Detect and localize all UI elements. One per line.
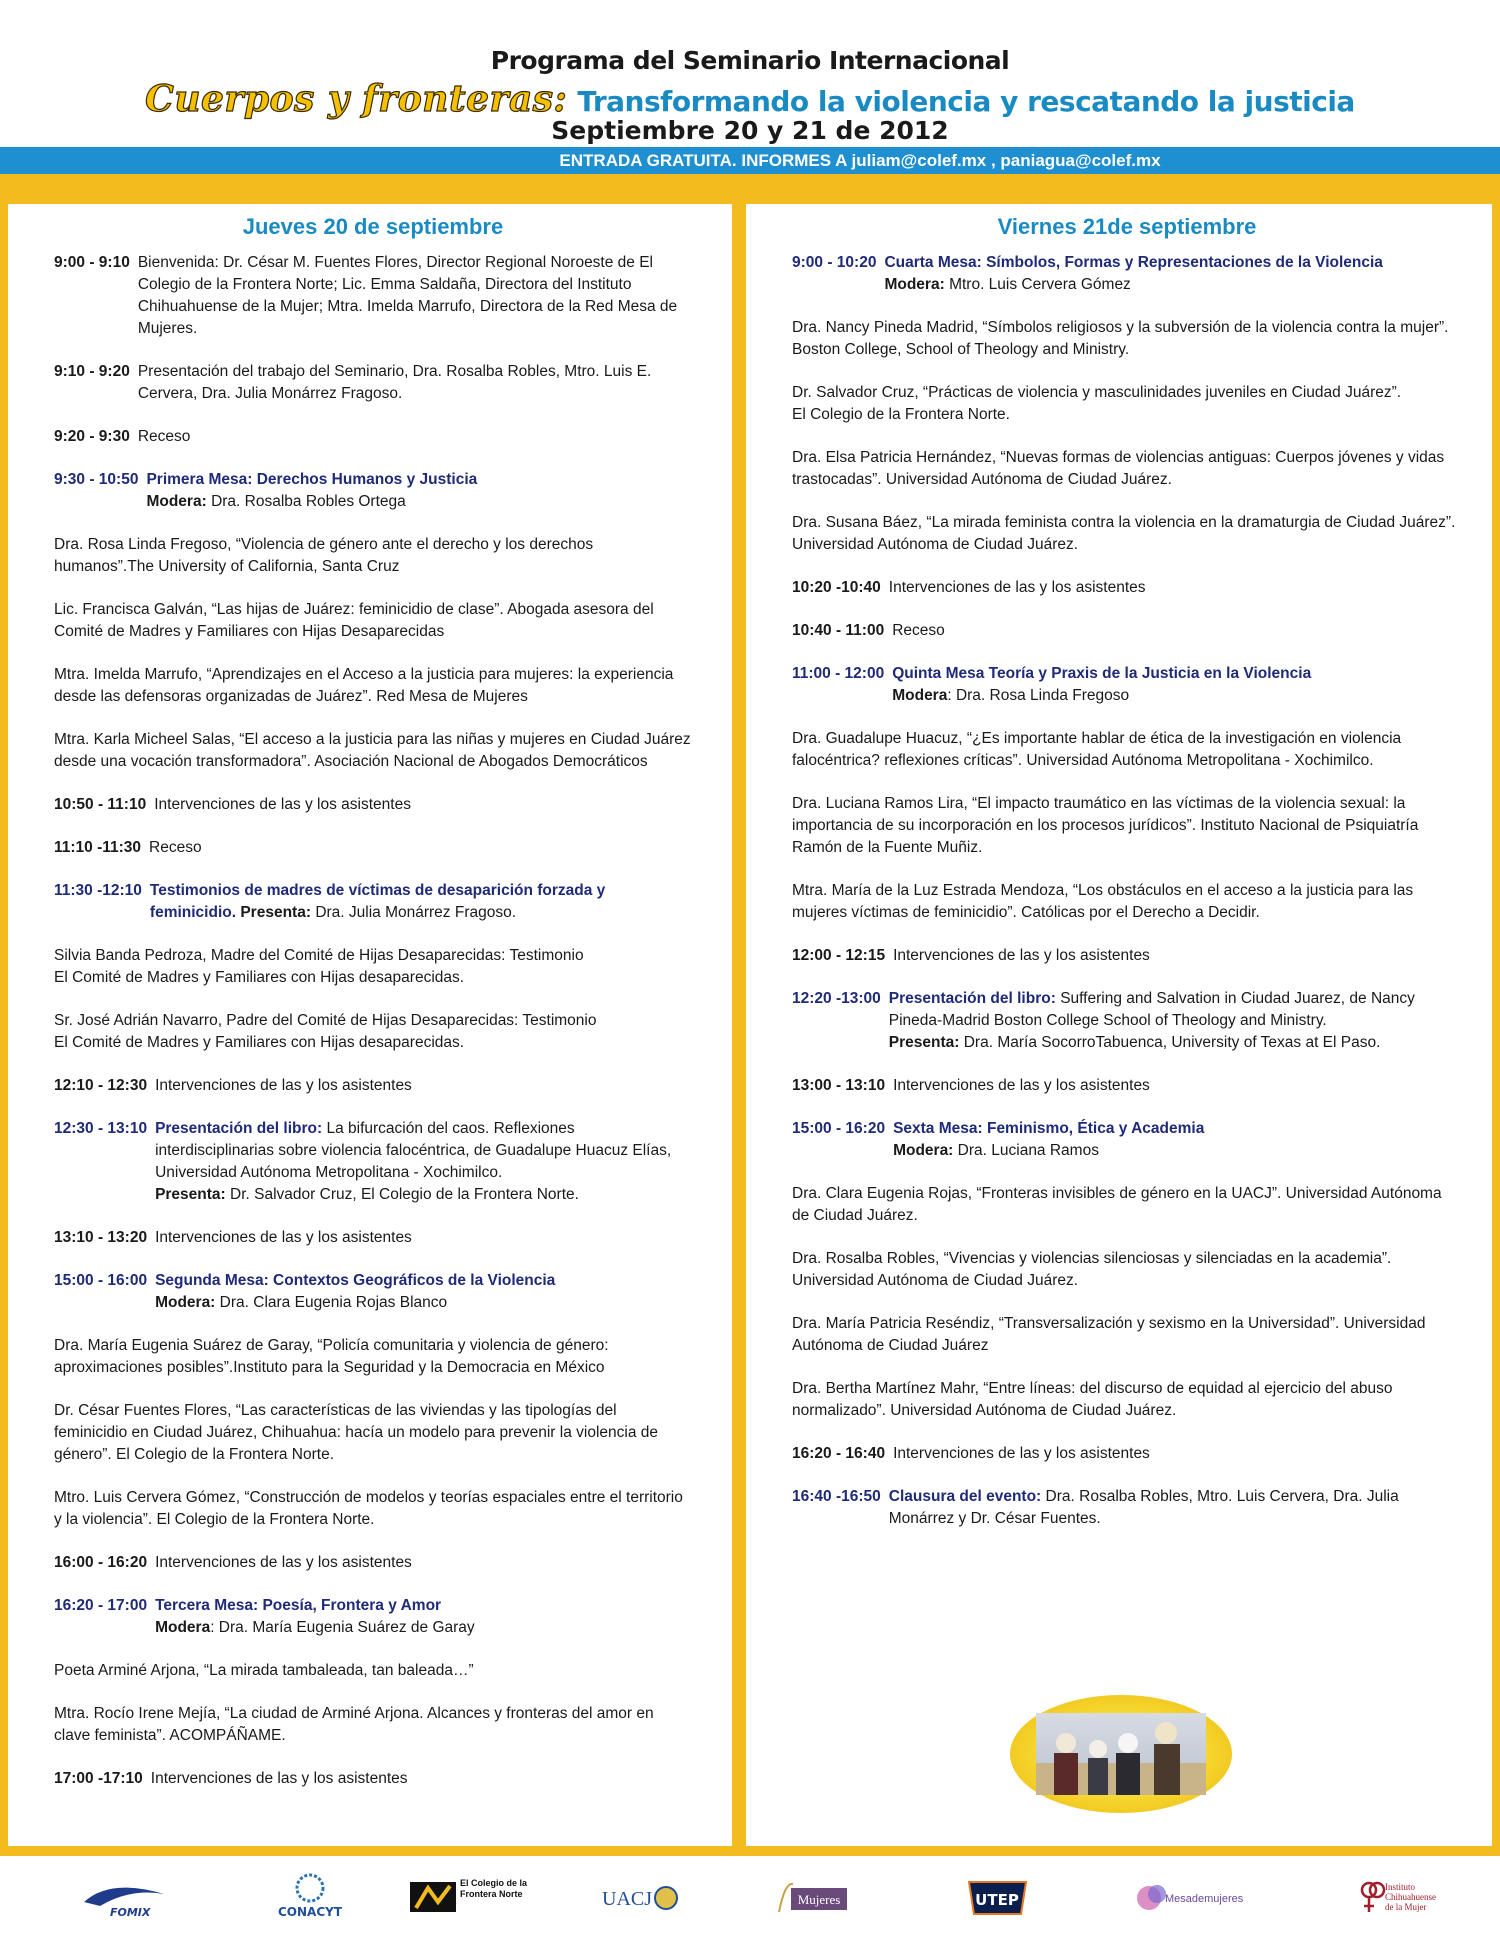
entry-time: 13:00 - 13:10 — [792, 1077, 886, 1094]
talk-line: Silvia Banda Pedroza, Madre del Comité de Hijas Desaparecidas: Testimonio — [54, 947, 584, 964]
schedule-entry — [792, 945, 1462, 967]
schedule-entry — [792, 1075, 1462, 1097]
talk: Dr. César Fuentes Flores, “Las características de las viviendas y las tipologías del feminicidio en Ciudad Juárez, Chihuahua: hacía un modelo para prevenir la violencia de género”. El Colegio de la Frontera Norte. — [54, 1402, 659, 1463]
talk — [54, 1010, 692, 1054]
instituto-text: Instituto Chihuahuense de la Mujer — [1385, 1882, 1436, 1912]
talk: Mtra. María de la Luz Estrada Mendoza, “Los obstáculos en el acceso a la justicia para las mujeres víctimas de feminicidio”. Católicas por el Derecho a Decidir. — [792, 882, 1414, 921]
gold-band — [0, 174, 1500, 204]
frame-left — [0, 204, 8, 1850]
session-title: Testimonios de madres de víctimas de desaparición forzada y feminicidio. — [149, 882, 606, 921]
program-title: Programa del Seminario Internacional — [490, 46, 1010, 75]
frame-right — [1492, 204, 1500, 1850]
day1-title: Jueves 20 de septiembre — [242, 214, 504, 239]
entry-time: 9:00 - 9:10 — [54, 254, 130, 271]
event-photo — [1010, 1695, 1232, 1813]
talk — [792, 382, 1462, 426]
schedule-entry — [792, 620, 1462, 642]
frame-bottom — [0, 1846, 1500, 1856]
entry-text: Intervenciones de las y los asistentes — [155, 1229, 412, 1246]
talk: Poeta Arminé Arjona, “La mirada tambaleada, tan baleada…” — [54, 1662, 474, 1679]
session-entry — [792, 663, 1462, 707]
entry-time: 11:30 -12:10 — [54, 882, 142, 899]
event-title — [0, 78, 1500, 120]
session-title: Sexta Mesa: Feminismo, Ética y Academia — [893, 1120, 1205, 1137]
book-description: La bifurcación del caos. Reflexiones interdisciplinarias sobre violencia falocéntrica, de Guadalupe Huacuz Elías, Universidad Autónoma Metropolitana - Xochimilco. — [155, 1120, 672, 1181]
moderator-name: : Dra. María Eugenia Suárez de Garay — [210, 1619, 475, 1636]
session-entry — [792, 1118, 1462, 1162]
session-title: Quinta Mesa Teoría y Praxis de la Justicia en la Violencia — [892, 665, 1312, 682]
uacj-logo — [600, 1872, 680, 1924]
entry-time: 15:00 - 16:20 — [792, 1120, 886, 1137]
mujeres-logo-mark — [775, 1872, 855, 1924]
fomix-logo — [80, 1872, 170, 1924]
event-dates: Septiembre 20 y 21 de 2012 — [551, 116, 949, 145]
talk-line: Sr. José Adrián Navarro, Padre del Comité de Hijas Desaparecidas: Testimonio — [54, 1012, 597, 1029]
moderator-label: Modera: — [884, 276, 945, 293]
talk: Mtro. Luis Cervera Gómez, “Construcción de modelos y teorías espaciales entre el territorio y la violencia”. El Colegio de la Frontera Norte. — [54, 1489, 683, 1528]
entry-time: 11:10 -11:30 — [54, 839, 142, 856]
entry-time: 11:00 - 12:00 — [792, 665, 885, 682]
session-title: Presentación del libro: — [888, 990, 1056, 1007]
entry-time: 12:10 - 12:30 — [54, 1077, 148, 1094]
session-title: Segunda Mesa: Contextos Geográficos de la Violencia — [155, 1272, 556, 1289]
talk: Dra. Rosalba Robles, “Vivencias y violencias silenciosas y silenciadas en la academia”. Universidad Autónoma de Ciudad Juárez. — [792, 1250, 1392, 1289]
moderator-name: Dra. Clara Eugenia Rojas Blanco — [219, 1294, 448, 1311]
session-title: Presentación del libro: — [155, 1120, 323, 1137]
presenter-name: Dra. María SocorroTabuenca, University of Texas at El Paso. — [963, 1034, 1381, 1051]
mesademujeres-logo-mark — [1135, 1872, 1255, 1924]
entry-time: 10:50 - 11:10 — [54, 796, 147, 813]
event-title-fancy: Cuerpos y fronteras: — [145, 78, 568, 120]
talk — [54, 945, 692, 989]
talk: Dra. Nancy Pineda Madrid, “Símbolos religiosos y la subversión de la violencia contra la mujer”. Boston College, School of Theology and Ministry. — [792, 319, 1449, 358]
entry-text: Bienvenida: Dr. César M. Fuentes Flores, Director Regional Noroeste de El Colegio de la Frontera Norte; Lic. Emma Saldaña, Directora del Instituto Chihuahuense de la Mujer; Mtra. Imelda Marrufo, Directora de la Red Mesa de Mujeres. — [137, 254, 678, 337]
talk-line: El Comité de Madres y Familiares con Hijas desaparecidas. — [54, 1034, 465, 1051]
entry-time: 9:10 - 9:20 — [54, 363, 130, 380]
talk-line: El Comité de Madres y Familiares con Hijas desaparecidas. — [54, 969, 465, 986]
uacj-text: UACJ — [602, 1888, 653, 1910]
schedule-entry — [792, 577, 1462, 599]
day2-title: Viernes 21de septiembre — [997, 214, 1257, 239]
talk: Dra. Clara Eugenia Rojas, “Fronteras invisibles de género en la UACJ”. Universidad Autónoma de Ciudad Juárez. — [792, 1185, 1442, 1224]
talk: Dra. Rosa Linda Fregoso, “Violencia de género ante el derecho y los derechos humanos”.The University of California, Santa Cruz — [54, 536, 594, 575]
moderator-label: Modera: — [155, 1294, 216, 1311]
entry-text: Intervenciones de las y los asistentes — [893, 1077, 1150, 1094]
session-title: Primera Mesa: Derechos Humanos y Justicia — [146, 471, 478, 488]
entry-text: Presentación del trabajo del Seminario, Dra. Rosalba Robles, Mtro. Luis E. Cervera, Dra. Julia Monárrez Fragoso. — [137, 363, 652, 402]
talk: Dra. María Eugenia Suárez de Garay, “Policía comunitaria y violencia de género: aproximaciones posibles”.Instituto para la Seguridad y la Democracia en México — [54, 1337, 609, 1376]
entry-time: 9:30 - 10:50 — [54, 471, 139, 488]
presenter-label: Presenta: — [155, 1186, 226, 1203]
entry-time: 9:00 - 10:20 — [792, 254, 877, 271]
colef-text: El Colegio de la Frontera Norte — [460, 1878, 528, 1899]
session-entry — [54, 1270, 692, 1314]
moderator-label: Modera — [155, 1619, 211, 1636]
utep-text: UTEP — [975, 1891, 1019, 1909]
entry-text: Intervenciones de las y los asistentes — [893, 947, 1150, 964]
entry-time: 13:10 - 13:20 — [54, 1229, 148, 1246]
entry-text: Receso — [137, 428, 191, 445]
instituto-logo-mark — [1355, 1872, 1445, 1924]
masked-figures-image — [1036, 1713, 1206, 1795]
session-entry — [54, 1118, 692, 1206]
info-band — [0, 147, 1500, 174]
presenter-name: Dra. Julia Monárrez Fragoso. — [315, 904, 517, 921]
schedule-entry — [54, 837, 692, 859]
footer-logos — [0, 1856, 1500, 1940]
photo-image — [1036, 1713, 1206, 1795]
conacyt-logo-mark — [255, 1872, 365, 1924]
talk: Mtra. Rocío Irene Mejía, “La ciudad de Arminé Arjona. Alcances y fronteras del amor en clave feminista”. ACOMPÁÑAME. — [54, 1705, 654, 1744]
session-entry — [792, 252, 1462, 296]
session-entry — [792, 1486, 1462, 1530]
talk: Dra. Bertha Martínez Mahr, “Entre líneas: del discurso de equidad al ejercicio del abuso normalizado”. Universidad Autónoma de Ciudad Juárez. — [792, 1380, 1393, 1419]
entry-text: Intervenciones de las y los asistentes — [893, 1445, 1150, 1462]
entry-time: 15:00 - 16:00 — [54, 1272, 148, 1289]
session-title: Tercera Mesa: Poesía, Frontera y Amor — [155, 1597, 442, 1614]
moderator-label: Modera — [892, 687, 948, 704]
presenter-label: Presenta: — [240, 904, 311, 921]
fomix-logo-mark — [80, 1872, 170, 1924]
talk: Lic. Francisca Galván, “Las hijas de Juárez: feminicidio de clase”. Abogada asesora del Comité de Madres y Familiares con Hijas Desaparecidas — [54, 601, 654, 640]
mesa-text: Mesademujeres — [1165, 1893, 1244, 1905]
moderator-name: Dra. Luciana Ramos — [957, 1142, 1099, 1159]
fomix-text: FOMIX — [110, 1906, 151, 1919]
talk: Dra. Susana Báez, “La mirada feminista contra la violencia en la dramaturgia de Ciudad Juárez”. Universidad Autónoma de Ciudad Juárez. — [792, 514, 1456, 553]
utep-logo — [965, 1872, 1030, 1924]
schedule-entry — [54, 361, 692, 405]
closing-participants: Dra. Rosalba Robles, Mtro. Luis Cervera, Dra. Julia Monárrez y Dr. César Fuentes. — [888, 1488, 1399, 1527]
mujeres-logo — [775, 1872, 855, 1924]
mesademujeres-logo — [1135, 1872, 1255, 1924]
moderator-name: Dra. Rosalba Robles Ortega — [211, 493, 406, 510]
schedule-entry — [54, 1768, 692, 1790]
entry-text: Receso — [892, 622, 945, 639]
entry-time: 16:00 - 16:20 — [54, 1554, 148, 1571]
frame-divider — [732, 204, 746, 1850]
schedule-entry — [792, 1443, 1462, 1465]
colef-logo-mark — [408, 1872, 528, 1924]
moderator-label: Modera: — [146, 493, 207, 510]
session-title: Clausura del evento: — [888, 1488, 1042, 1505]
talk: Dra. Elsa Patricia Hernández, “Nuevas formas de violencias antiguas: Cuerpos jóvenes y vidas trastocadas”. Universidad Autónoma de Ciudad Juárez. — [792, 449, 1445, 488]
conacyt-text: CONACYT — [277, 1905, 343, 1919]
header — [0, 0, 1500, 205]
entry-time: 12:30 - 13:10 — [54, 1120, 148, 1137]
entry-time: 10:40 - 11:00 — [792, 622, 885, 639]
entry-time: 12:20 -13:00 — [792, 990, 881, 1007]
entry-text: Receso — [149, 839, 202, 856]
instituto-logo — [1355, 1872, 1445, 1924]
day2-column — [746, 204, 1492, 1846]
book-description: Suffering and Salvation in Ciudad Juarez, de Nancy Pineda-Madrid Boston College School of Theology and Ministry. — [888, 990, 1415, 1029]
schedule-entry — [54, 1552, 692, 1574]
talk: Dra. María Patricia Reséndiz, “Transversalización y sexismo en la Universidad”. Universidad Autónoma de Ciudad Juárez — [792, 1315, 1426, 1354]
session-entry — [54, 880, 692, 924]
uacj-logo-mark — [600, 1872, 680, 1924]
entry-time: 16:20 - 17:00 — [54, 1597, 148, 1614]
moderator-label: Modera: — [893, 1142, 954, 1159]
entry-time: 16:40 -16:50 — [792, 1488, 881, 1505]
moderator-name: Mtro. Luis Cervera Gómez — [949, 276, 1131, 293]
entry-text: Intervenciones de las y los asistentes — [155, 1077, 412, 1094]
utep-logo-mark — [965, 1872, 1030, 1924]
entry-text: Intervenciones de las y los asistentes — [888, 579, 1146, 596]
talk: Mtra. Karla Micheel Salas, “El acceso a la justicia para las niñas y mujeres en Ciudad Juárez desde una vocación transformadora”. Asociación Nacional de Abogados Democráticos — [54, 731, 691, 770]
colef-logo — [408, 1872, 528, 1924]
talk: Dra. Luciana Ramos Lira, “El impacto traumático en las víctimas de la violencia sexual: la importancia de su incorporación en los procesos jurídicos”. Instituto Nacional de Psiquiatría Ramón de la Fuente Muñiz. — [792, 795, 1419, 856]
talk: Mtra. Imelda Marrufo, “Aprendizajes en el Acceso a la justicia para mujeres: la experiencia desde las defensoras organizadas de Juárez”. Red Mesa de Mujeres — [54, 666, 674, 705]
schedule-entry — [54, 252, 692, 340]
entry-time: 16:20 - 16:40 — [792, 1445, 886, 1462]
mujeres-text: Mujeres — [797, 1892, 841, 1907]
entry-time: 9:20 - 9:30 — [54, 428, 130, 445]
schedule-entry — [54, 426, 692, 448]
session-entry — [54, 1595, 692, 1639]
schedule-entry — [54, 1075, 692, 1097]
presenter-name: Dr. Salvador Cruz, El Colegio de la Frontera Norte. — [230, 1186, 579, 1203]
info-text: ENTRADA GRATUITA. INFORMES A juliam@colef.mx , paniagua@colef.mx — [559, 151, 1161, 170]
event-subtitle: Transformando la violencia y rescatando la justicia — [577, 85, 1355, 118]
talk-line: El Colegio de la Frontera Norte. — [792, 406, 1010, 423]
entry-time: 12:00 - 12:15 — [792, 947, 886, 964]
entry-text: Intervenciones de las y los asistentes — [154, 796, 411, 813]
entry-text: Intervenciones de las y los asistentes — [150, 1770, 408, 1787]
session-title: Cuarta Mesa: Símbolos, Formas y Representaciones de la Violencia — [884, 254, 1383, 271]
talk: Dra. Guadalupe Huacuz, “¿Es importante hablar de ética de la investigación en violencia falocéntrica? reflexiones críticas”. Universidad Autónoma Metropolitana - Xochimilco. — [792, 730, 1402, 769]
moderator-name: : Dra. Rosa Linda Fregoso — [947, 687, 1130, 704]
schedule-entry — [54, 1227, 692, 1249]
session-entry — [54, 469, 692, 513]
entry-text: Intervenciones de las y los asistentes — [155, 1554, 412, 1571]
schedule-entry — [54, 794, 692, 816]
day1-column — [8, 204, 732, 1846]
entry-time: 17:00 -17:10 — [54, 1770, 143, 1787]
entry-time: 10:20 -10:40 — [792, 579, 881, 596]
talk-line: Dr. Salvador Cruz, “Prácticas de violencia y masculinidades juveniles en Ciudad Juárez”. — [792, 384, 1402, 401]
conacyt-logo — [255, 1872, 365, 1924]
presenter-label: Presenta: — [888, 1034, 960, 1051]
session-entry — [792, 988, 1462, 1054]
